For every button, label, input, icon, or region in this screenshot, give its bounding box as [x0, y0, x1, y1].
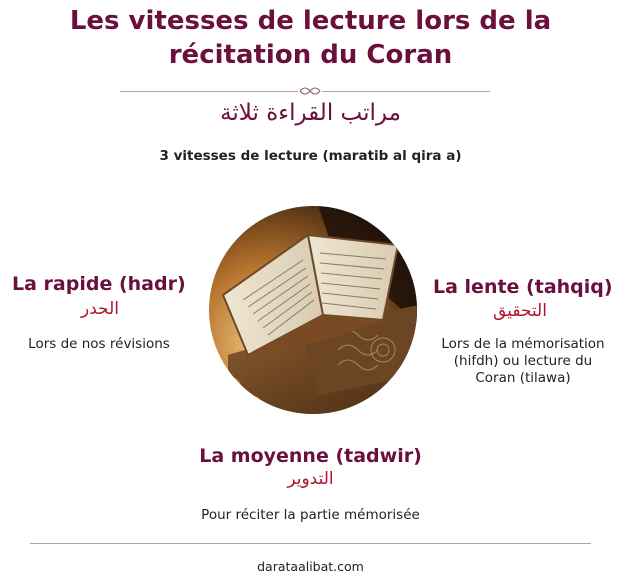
title-line-2: récitation du Coran: [168, 40, 453, 70]
speed-tadwir-title: La moyenne (tadwir): [199, 445, 422, 467]
bottom-divider: [30, 543, 591, 544]
speed-tahqiq-desc-line-1: Lors de la mémorisation: [441, 336, 605, 352]
arabic-heading: مراتب القراءة ثلاثة: [220, 100, 401, 126]
speed-hadr-title: La rapide (hadr): [12, 273, 186, 295]
speed-hadr-desc: Lors de nos révisions: [28, 336, 170, 352]
speed-tadwir-arabic: التدوير: [287, 469, 334, 489]
page-title: [0, 4, 621, 72]
speed-tahqiq-arabic: التحقيق: [493, 301, 547, 321]
ornament-icon: [298, 85, 322, 97]
speed-hadr-arabic: الحدر: [80, 299, 119, 319]
speed-tahqiq-desc: [428, 336, 618, 387]
footer-website: darataalibat.com: [257, 559, 364, 574]
speed-tahqiq-desc-line-3: Coran (tilawa): [475, 370, 571, 386]
title-line-1: Les vitesses de lecture lors de la: [69, 6, 552, 36]
quran-image: [208, 205, 418, 415]
speed-tahqiq-title: La lente (tahqiq): [433, 276, 613, 298]
speed-tahqiq-desc-line-2: (hifdh) ou lecture du: [453, 353, 593, 369]
subtitle: 3 vitesses de lecture (maratib al qira a): [159, 148, 462, 164]
speed-tadwir-desc: Pour réciter la partie mémorisée: [201, 507, 420, 523]
